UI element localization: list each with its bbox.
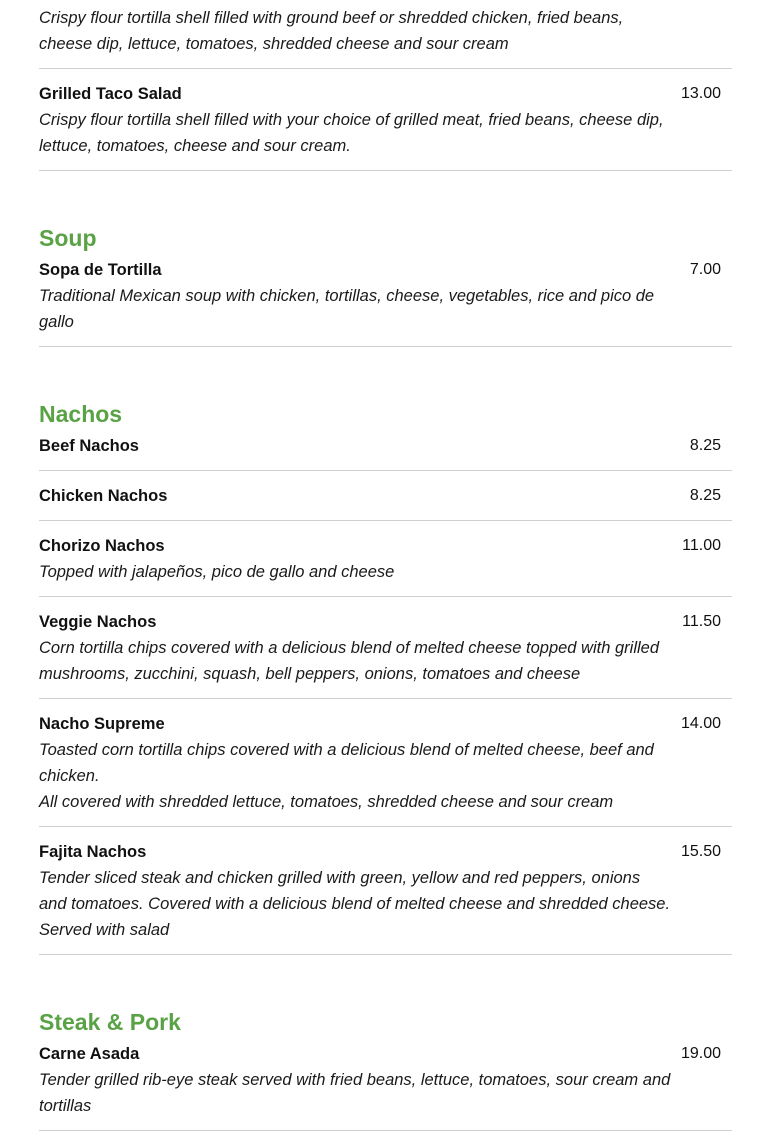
- item-price: 8.25: [689, 437, 721, 454]
- item-price: 11.00: [682, 537, 721, 554]
- item-price: 14.00: [680, 715, 721, 732]
- item-name: Grilled Taco Salad: [39, 85, 182, 103]
- item-description: [39, 283, 671, 335]
- item-name: Beef Nachos: [39, 437, 139, 455]
- item-name: Nacho Supreme: [39, 715, 165, 733]
- item-description-text: Traditional Mexican soup with chicken, tortillas, cheese, vegetables, rice and pico de gallo: [39, 287, 655, 331]
- menu-item-grilled-taco-salad: [39, 69, 732, 171]
- item-description: [39, 1067, 671, 1119]
- item-description-text: Crispy flour tortilla shell filled with your choice of grilled meat, fried beans, cheese dip, lettuce, tomatoes, cheese and sour cream.: [39, 111, 664, 155]
- item-description-text: Tender grilled rib-eye steak served with fried beans, lettuce, tomatoes, sour cream and tortillas: [39, 1071, 671, 1115]
- item-description-text: Toasted corn tortilla chips covered with a delicious blend of melted cheese, beef and chicken.: [39, 741, 654, 785]
- menu-item-beef-nachos: [39, 430, 732, 471]
- item-name: Sopa de Tortilla: [39, 261, 162, 279]
- item-name: Chicken Nachos: [39, 487, 168, 505]
- item-name: Carne Asada: [39, 1045, 140, 1063]
- item-name: Fajita Nachos: [39, 843, 147, 861]
- section-title: Nachos: [39, 401, 123, 427]
- section-nachos: [39, 347, 732, 955]
- section-title: Steak & Pork: [39, 1009, 181, 1035]
- menu-item-nacho-supreme: [39, 699, 732, 827]
- menu: [39, 0, 732, 1131]
- item-description: [39, 5, 671, 57]
- item-name: Chorizo Nachos: [39, 537, 165, 555]
- item-name: Veggie Nachos: [39, 613, 157, 631]
- item-description-text-2: All covered with shredded lettuce, tomatoes, shredded cheese and sour cream: [39, 793, 614, 811]
- item-description-text: Tender sliced steak and chicken grilled with green, yellow and red peppers, onions and tomatoes. Covered with a delicious blend of melted cheese and shredded cheese. Served with salad: [39, 869, 671, 939]
- menu-item-chicken-nachos: [39, 471, 732, 521]
- item-description: [39, 635, 671, 687]
- menu-item-fajita-nachos: [39, 827, 732, 955]
- menu-item-carne-asada: [39, 1038, 732, 1131]
- item-price: 8.25: [689, 487, 721, 504]
- menu-item-veggie-nachos: [39, 597, 732, 699]
- section-title: Soup: [39, 225, 97, 251]
- item-description-text: Topped with jalapeños, pico de gallo and cheese: [39, 563, 395, 581]
- menu-item-sopa-de-tortilla: [39, 254, 732, 347]
- item-price: 11.50: [682, 613, 721, 630]
- item-description: [39, 737, 671, 815]
- item-description-text: Crispy flour tortilla shell filled with ground beef or shredded chicken, fried beans, cheese dip, lettuce, tomatoes, shredded cheese and sour cream: [39, 9, 624, 53]
- item-description: [39, 865, 671, 943]
- item-description-text: Corn tortilla chips covered with a delicious blend of melted cheese topped with grilled mushrooms, zucchini, squash, bell peppers, onions, tomatoes and cheese: [39, 639, 660, 683]
- item-price: 13.00: [680, 85, 721, 102]
- section-steak-pork: [39, 955, 732, 1131]
- menu-item-chorizo-nachos: [39, 521, 732, 597]
- item-description: [39, 107, 671, 159]
- section-soup: [39, 171, 732, 347]
- item-price: 7.00: [689, 261, 721, 278]
- menu-item-taco-salad-partial: [39, 0, 732, 69]
- item-price: 15.50: [680, 843, 721, 860]
- item-description: [39, 559, 671, 585]
- item-price: 19.00: [680, 1045, 721, 1062]
